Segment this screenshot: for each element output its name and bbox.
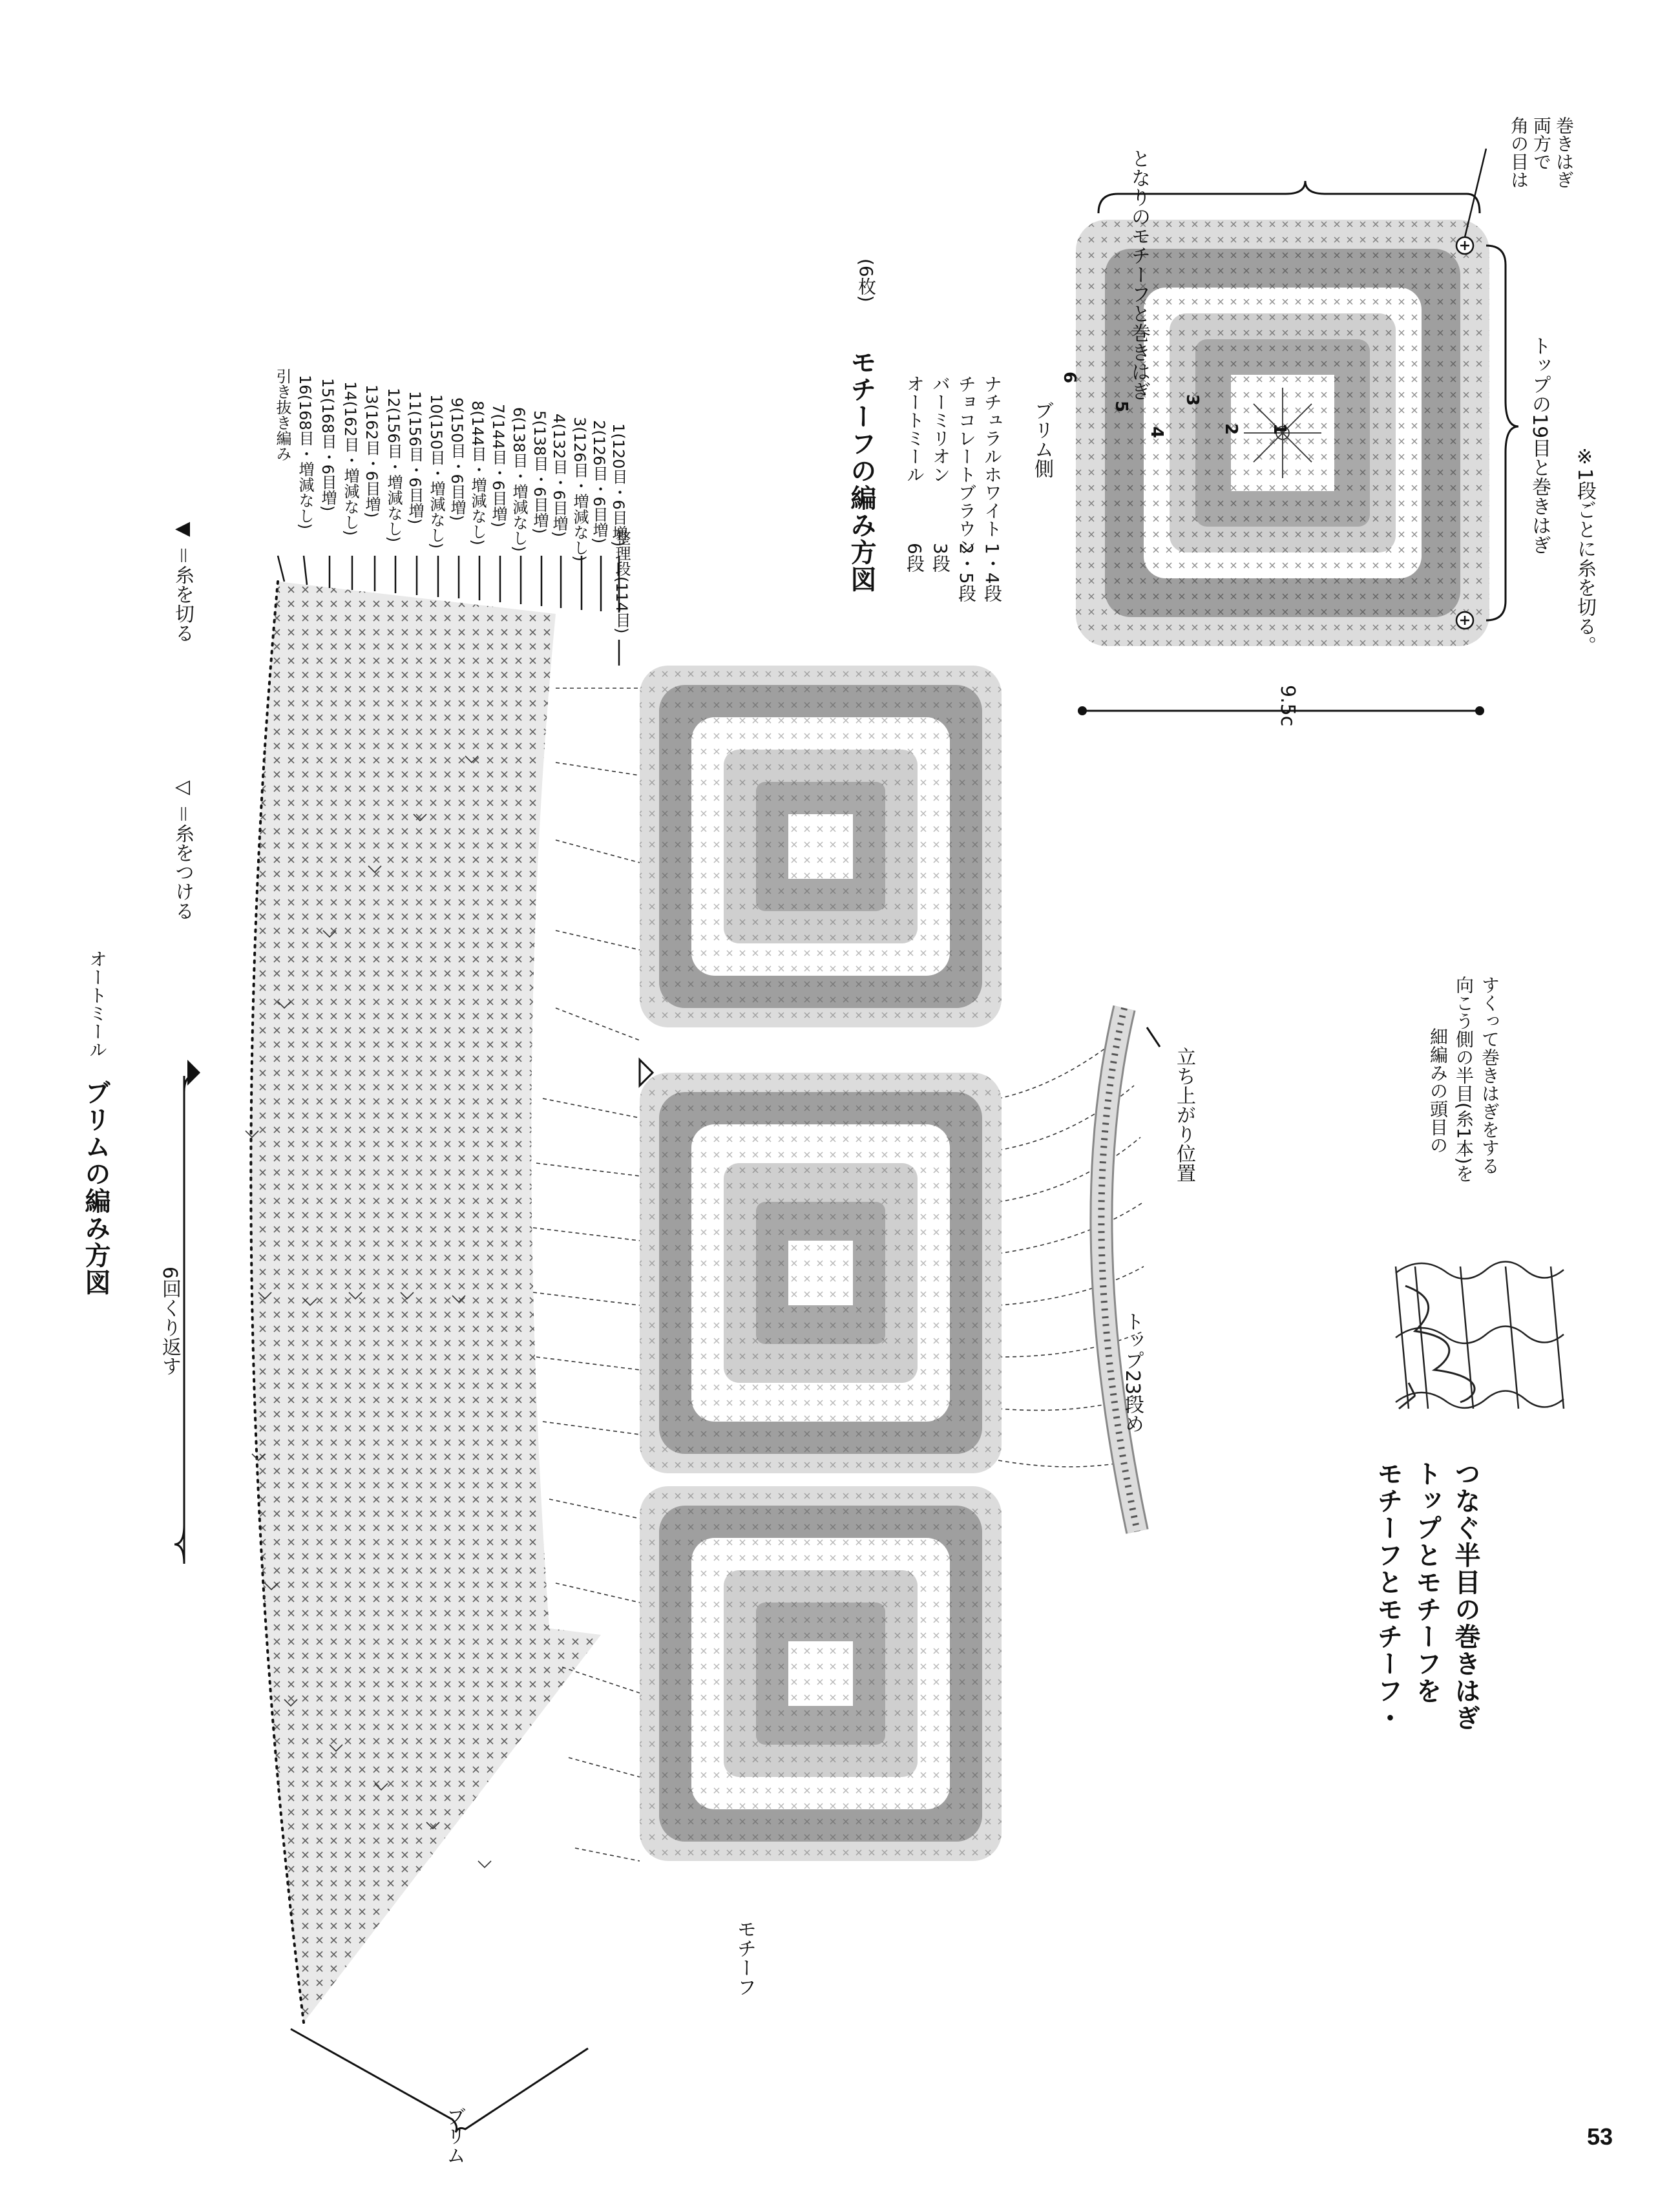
color-name: ナチュラルホワイト	[982, 375, 1003, 538]
round-number: 3	[1182, 394, 1202, 406]
whipstitch-title: モチーフとモチーフ・	[1373, 1460, 1403, 1732]
start-position-label: 立ち上がり位置	[1173, 1047, 1195, 1183]
corner-note: 巻きはぎ	[1553, 116, 1575, 189]
page-number: 53	[1586, 2123, 1613, 2150]
round-number: 1	[1270, 423, 1289, 436]
row-label: 16(168目・増減なし)	[296, 375, 314, 530]
row-label: 8(144目・増減なし)	[468, 401, 487, 545]
corner-note: 両方で	[1531, 116, 1552, 171]
brim-yarn: オートミール	[87, 950, 108, 1058]
neighbor-join-label: となりのモチーフと巻きはぎ	[1128, 149, 1150, 401]
motif-chart-title: モチーフの編み方図	[846, 349, 876, 593]
color-rows: 3段	[930, 543, 951, 573]
whipstitch-title: トップとモチーフを	[1412, 1460, 1442, 1705]
size-label: 9.5c	[1276, 685, 1299, 727]
row-label: 5(138目・6目増)	[530, 410, 549, 534]
motif-chart-count: (6枚)	[856, 258, 877, 302]
corner-note: 角の目は	[1508, 116, 1529, 189]
row-label: 4(132目・6目増)	[550, 414, 568, 538]
cut-note: ※1段ごとに糸を切る。	[1573, 446, 1596, 656]
repeat-label: 6回くり返す	[158, 1267, 181, 1376]
legend-attach: ◁ ＝糸をつける	[171, 775, 194, 921]
color-name: オートミール	[904, 375, 925, 483]
brim-diagram	[174, 556, 653, 2132]
row-label: 11(156目・6目増)	[406, 391, 424, 525]
brim-label: ブリム	[443, 2107, 465, 2165]
row-label: 14(162目・増減なし)	[341, 381, 359, 536]
whipstitch-illustration	[1396, 1262, 1564, 1409]
motif-3	[640, 1486, 1002, 1861]
color-rows: 1・4段	[982, 543, 1003, 602]
whipstitch-desc: すくって巻きはぎをする	[1479, 976, 1500, 1175]
color-name: チョコレートブラウン	[956, 375, 977, 556]
color-rows: 2・5段	[956, 543, 977, 602]
row-label: 3(126目・増減なし)	[571, 417, 589, 562]
row-label: 2(126目・6目増)	[590, 420, 608, 544]
row-label: 12(156目・増減なし)	[384, 388, 403, 543]
top-row-23	[1101, 1008, 1160, 1531]
row-label: 10(150目・増減なし)	[427, 394, 445, 549]
motif-label: モチーフ	[733, 1919, 756, 1997]
brim-side-label: ブリム側	[1031, 401, 1053, 478]
row-label: 13(162目・6目増)	[362, 384, 381, 518]
whipstitch-desc: 細編みの頭目の	[1427, 1027, 1449, 1154]
brim-title: ブリムの編み方図	[81, 1079, 110, 1296]
round-number: 2	[1221, 423, 1241, 436]
round-number: 4	[1147, 426, 1166, 439]
row-label: 1(120目・6目増)	[609, 423, 627, 547]
legend-cut: ◀ ＝糸を切る	[171, 517, 194, 643]
row-label: 9(150目・6目増)	[448, 397, 466, 521]
round-number: 6	[1060, 372, 1079, 384]
row-label: 引き抜き編み	[273, 368, 291, 461]
color-rows: 6段	[904, 543, 925, 573]
row-label: 7(144目・6目増)	[489, 404, 507, 528]
whipstitch-title: つなぐ半目の巻きはぎ	[1451, 1460, 1480, 1732]
row-label: 6(138目・増減なし)	[510, 407, 528, 552]
motif-2	[640, 1073, 1002, 1473]
top-row-23-label: トップ23段め	[1121, 1312, 1144, 1434]
color-name: バーミリオン	[930, 375, 951, 483]
row-label: 整理段(114目)	[613, 530, 631, 634]
whipstitch-desc: 向こう側の半目(糸1本)を	[1453, 976, 1475, 1183]
round-number: 5	[1111, 401, 1131, 413]
motif-1	[640, 666, 1002, 1027]
row-label: 15(168目・6目増)	[319, 378, 337, 512]
top-join-label: トップの19目と巻きはぎ	[1528, 336, 1551, 555]
